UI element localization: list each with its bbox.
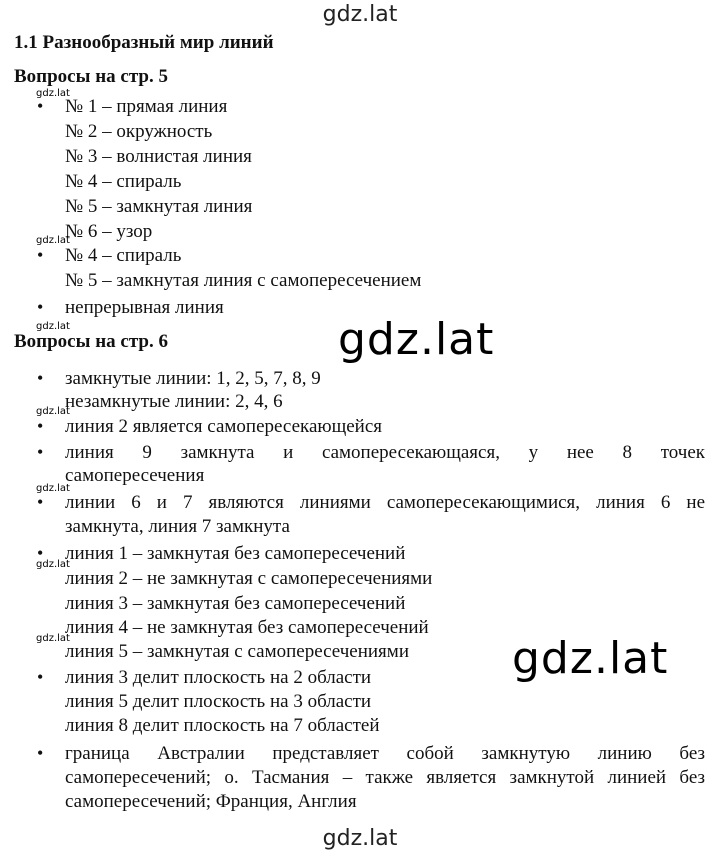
watermark-small: gdz.lat [36, 483, 70, 494]
list-item: № 3 – волнистая линия [65, 146, 252, 167]
watermark-small: gdz.lat [36, 406, 70, 417]
bullet-icon: • [37, 442, 44, 462]
list-item: линия 3 – замкнутая без самопересечений [65, 593, 406, 614]
list-item: замкнутые линии: 1, 2, 5, 7, 8, 9 [65, 368, 321, 389]
list-item: линии 6 и 7 являются линиями самопересекающимися, линия 6 не [65, 492, 705, 513]
watermark-large: gdz.lat [512, 633, 669, 684]
list-item: замкнута, линия 7 замкнута [65, 516, 290, 537]
list-item: № 5 – замкнутая линия [65, 196, 253, 217]
bullet-icon: • [37, 368, 44, 388]
list-item: самопересечений; Франция, Англия [65, 791, 357, 812]
list-item: самопересечений; о. Тасмания – также является замкнутой линией без [65, 767, 705, 788]
list-item: № 4 – спираль [65, 245, 182, 266]
watermark-small: gdz.lat [36, 321, 70, 332]
watermark-bottom: gdz.lat [322, 826, 398, 851]
bullet-icon: • [37, 492, 44, 512]
bullet-icon: • [37, 297, 44, 317]
page-title: 1.1 Разнообразный мир линий [14, 32, 274, 53]
list-item: линия 8 делит плоскость на 7 областей [65, 715, 380, 736]
list-item: граница Австралии представляет собой замкнутую линию без [65, 743, 705, 764]
watermark-small: gdz.lat [36, 235, 70, 246]
list-item: № 2 – окружность [65, 121, 213, 142]
list-item: № 6 – узор [65, 221, 153, 242]
watermark-small: gdz.lat [36, 88, 70, 99]
bullet-icon: • [37, 96, 44, 116]
section-heading-p6: Вопросы на стр. 6 [14, 331, 168, 352]
watermark-small: gdz.lat [36, 559, 70, 570]
list-item: № 1 – прямая линия [65, 96, 228, 117]
section-heading-p5: Вопросы на стр. 5 [14, 66, 168, 87]
list-item: линия 2 является самопересекающейся [65, 416, 382, 437]
list-item: незамкнутые линии: 2, 4, 6 [65, 391, 283, 412]
watermark-small: gdz.lat [36, 633, 70, 644]
list-item: № 5 – замкнутая линия с самопересечением [65, 270, 422, 291]
bullet-icon: • [37, 416, 44, 436]
list-item: линия 4 – не замкнутая без самопересечений [65, 617, 429, 638]
list-item: линия 3 делит плоскость на 2 области [65, 667, 372, 688]
watermark-top: gdz.lat [322, 2, 398, 27]
bullet-icon: • [37, 245, 44, 265]
bullet-icon: • [37, 667, 44, 687]
bullet-icon: • [37, 543, 44, 563]
list-item: линия 5 делит плоскость на 3 области [65, 691, 372, 712]
list-item: линия 1 – замкнутая без самопересечений [65, 543, 406, 564]
list-item: непрерывная линия [65, 297, 224, 318]
list-item: самопересечения [65, 465, 205, 486]
watermark-large: gdz.lat [338, 314, 495, 365]
list-item: линия 2 – не замкнутая с самопересечениями [65, 568, 433, 589]
list-item: линия 5 – замкнутая с самопересечениями [65, 641, 409, 662]
bullet-icon: • [37, 743, 44, 763]
list-item: линия 9 замкнута и самопересекающаяся, у нее 8 точек [65, 442, 705, 463]
list-item: № 4 – спираль [65, 171, 182, 192]
